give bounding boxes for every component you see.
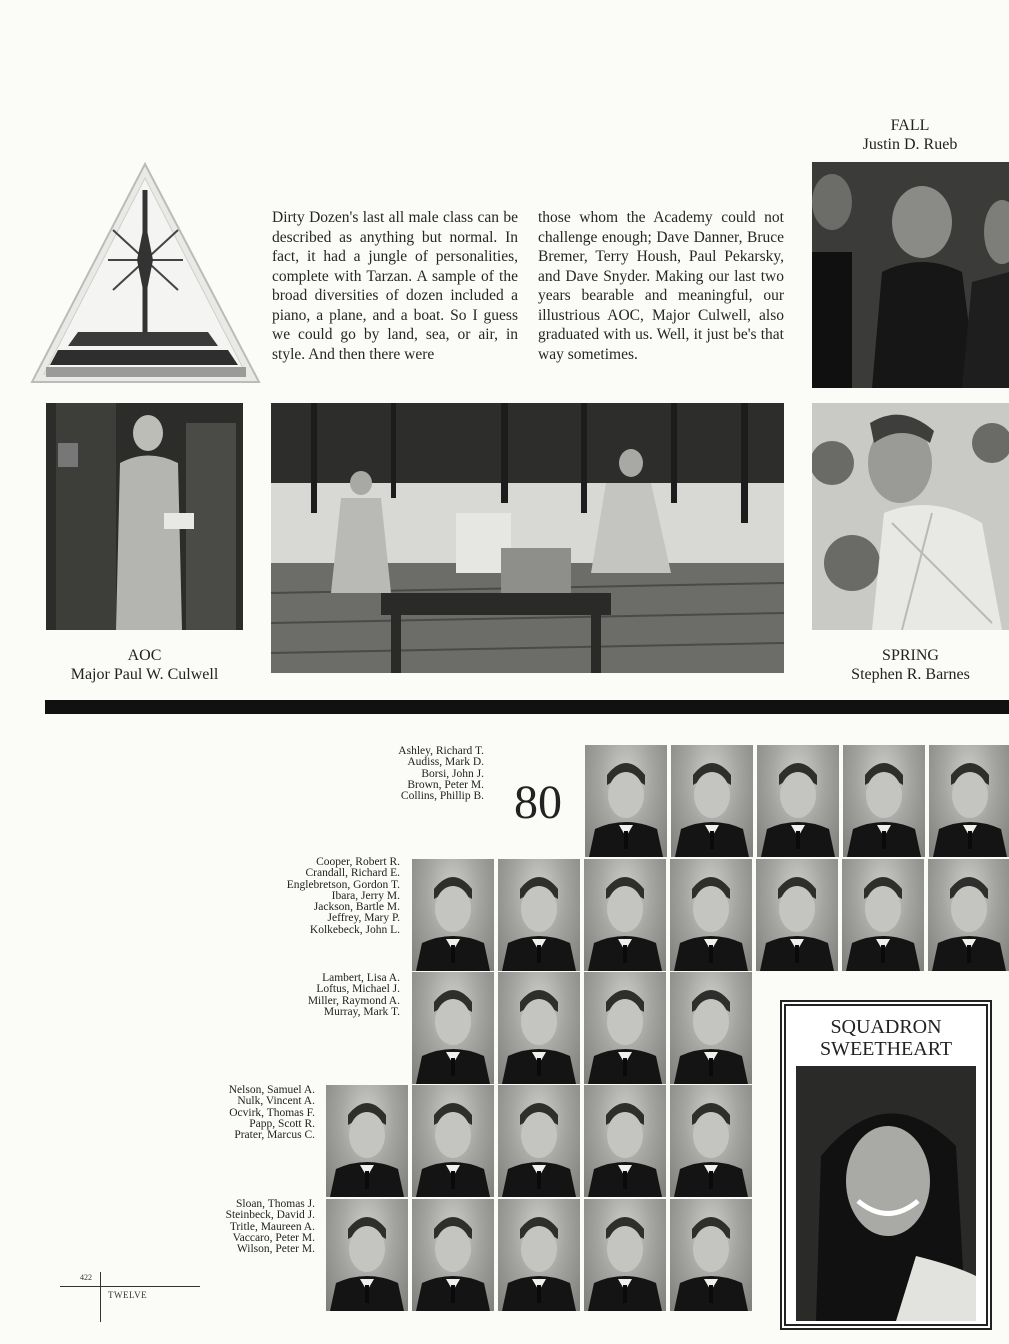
cadet-portrait xyxy=(670,859,752,971)
aoc-title: AOC xyxy=(127,647,162,664)
cadet-portrait xyxy=(326,1199,408,1311)
deck-photo xyxy=(271,403,784,673)
cadet-portrait xyxy=(412,1199,494,1311)
roster-name: Nulk, Vincent A. xyxy=(237,1095,315,1108)
roster-name: Papp, Scott R. xyxy=(249,1117,315,1130)
fall-name: Justin D. Rueb xyxy=(862,136,958,153)
roster-names-row-4 xyxy=(160,1085,315,1141)
roster-name: Nelson, Samuel A. xyxy=(228,1084,315,1096)
roster-name: Prater, Marcus C. xyxy=(234,1129,315,1142)
aoc-name: Major Paul W. Culwell xyxy=(70,666,219,683)
roster-name: Loftus, Michael J. xyxy=(316,983,400,996)
roster-name: Steinbeck, David J. xyxy=(225,1209,315,1222)
roster-name: Jeffrey, Mary P. xyxy=(327,912,400,925)
roster-name: Tritle, Maureen A. xyxy=(229,1220,315,1233)
cadet-portrait xyxy=(928,859,1009,971)
cadet-portrait xyxy=(498,859,580,971)
roster-name: Wilson, Peter M. xyxy=(236,1243,315,1256)
cadet-portrait xyxy=(498,972,580,1084)
roster-name: Kolkebeck, John L. xyxy=(309,923,400,936)
fall-title: FALL xyxy=(890,117,930,134)
roster-name: Borsi, John J. xyxy=(421,767,484,780)
folio-rule-vertical xyxy=(100,1272,101,1322)
roster-name: Jackson, Bartle M. xyxy=(313,901,400,914)
roster-name: Englebretson, Gordon T. xyxy=(286,878,400,891)
roster-name: Vaccaro, Peter M. xyxy=(232,1231,315,1244)
cadet-portrait xyxy=(412,972,494,1084)
roster-name: Brown, Peter M. xyxy=(407,778,484,791)
roster-name: Miller, Raymond A. xyxy=(307,994,400,1007)
cadet-portrait xyxy=(412,859,494,971)
cadet-portrait xyxy=(756,859,838,971)
roster-name: Murray, Mark T. xyxy=(323,1005,400,1018)
aoc-photo xyxy=(46,403,243,630)
roster-names-row-3 xyxy=(230,973,400,1018)
roster-name: Lambert, Lisa A. xyxy=(322,972,400,984)
roster-names-row-2 xyxy=(200,857,400,936)
cadet-portrait xyxy=(326,1085,408,1197)
body-text-column-1: Dirty Dozen's last all male class can be described as anything but normal. In fact, it had a jungle of personalities, complete with Tarzan. A sample of the broad diversities of dozen included a piano, a plane, and a boat. So I guess we could go by land, sea, or air, in style. And then there were xyxy=(272,209,518,363)
roster-names-row-1 xyxy=(330,746,484,802)
squadron-patch-emblem xyxy=(28,160,263,385)
cadet-portrait xyxy=(584,1199,666,1311)
cadet-portrait xyxy=(929,745,1009,857)
roster-name: Cooper, Robert R. xyxy=(316,856,400,868)
cadet-portrait xyxy=(498,1085,580,1197)
class-year: 80 xyxy=(514,776,562,829)
squadron-sweetheart-box xyxy=(780,1000,992,1330)
cadet-portrait xyxy=(670,1199,752,1311)
cadet-portrait xyxy=(757,745,839,857)
page-number: 422 xyxy=(80,1273,92,1282)
roster-name: Ashley, Richard T. xyxy=(398,745,484,757)
spring-photo xyxy=(812,403,1009,630)
sweetheart-title-line-1: SQUADRON xyxy=(830,1016,942,1038)
cadet-portrait xyxy=(670,972,752,1084)
spring-title: SPRING xyxy=(882,647,939,664)
fall-photo xyxy=(812,162,1009,388)
roster-names-row-5 xyxy=(160,1199,315,1255)
cadet-portrait xyxy=(585,745,667,857)
sweetheart-photo xyxy=(796,1066,976,1321)
roster-name: Audiss, Mark D. xyxy=(407,756,484,769)
sweetheart-title-line-2: SWEETHEART xyxy=(819,1038,953,1060)
cadet-portrait xyxy=(670,1085,752,1197)
cadet-portrait xyxy=(842,859,924,971)
cadet-portrait xyxy=(843,745,925,857)
folio-rule-horizontal xyxy=(60,1286,200,1287)
roster-name: Collins, Phillip B. xyxy=(400,790,484,803)
cadet-portrait xyxy=(584,972,666,1084)
roster-name: Crandall, Richard E. xyxy=(305,867,400,880)
body-text-column-2: those whom the Academy could not challenge enough; Dave Danner, Bruce Bremer, Terry Housh, Paul Pekarsky, and Dave Snyder. Making our last two years bearable and meaningful, our illustrious AOC, Major Culwell, also graduated with us. Well, it just be's that way sometimes. xyxy=(538,209,784,363)
cadet-portrait xyxy=(584,859,666,971)
roster-name: Sloan, Thomas J. xyxy=(235,1198,315,1210)
section-divider-bar xyxy=(45,700,1009,714)
roster-name: Ocvirk, Thomas F. xyxy=(229,1106,315,1119)
squadron-label: TWELVE xyxy=(108,1290,148,1300)
cadet-portrait xyxy=(584,1085,666,1197)
cadet-portrait xyxy=(671,745,753,857)
cadet-portrait xyxy=(412,1085,494,1197)
spring-name: Stephen R. Barnes xyxy=(851,666,970,683)
cadet-portrait xyxy=(498,1199,580,1311)
roster-name: Ibara, Jerry M. xyxy=(331,889,400,902)
